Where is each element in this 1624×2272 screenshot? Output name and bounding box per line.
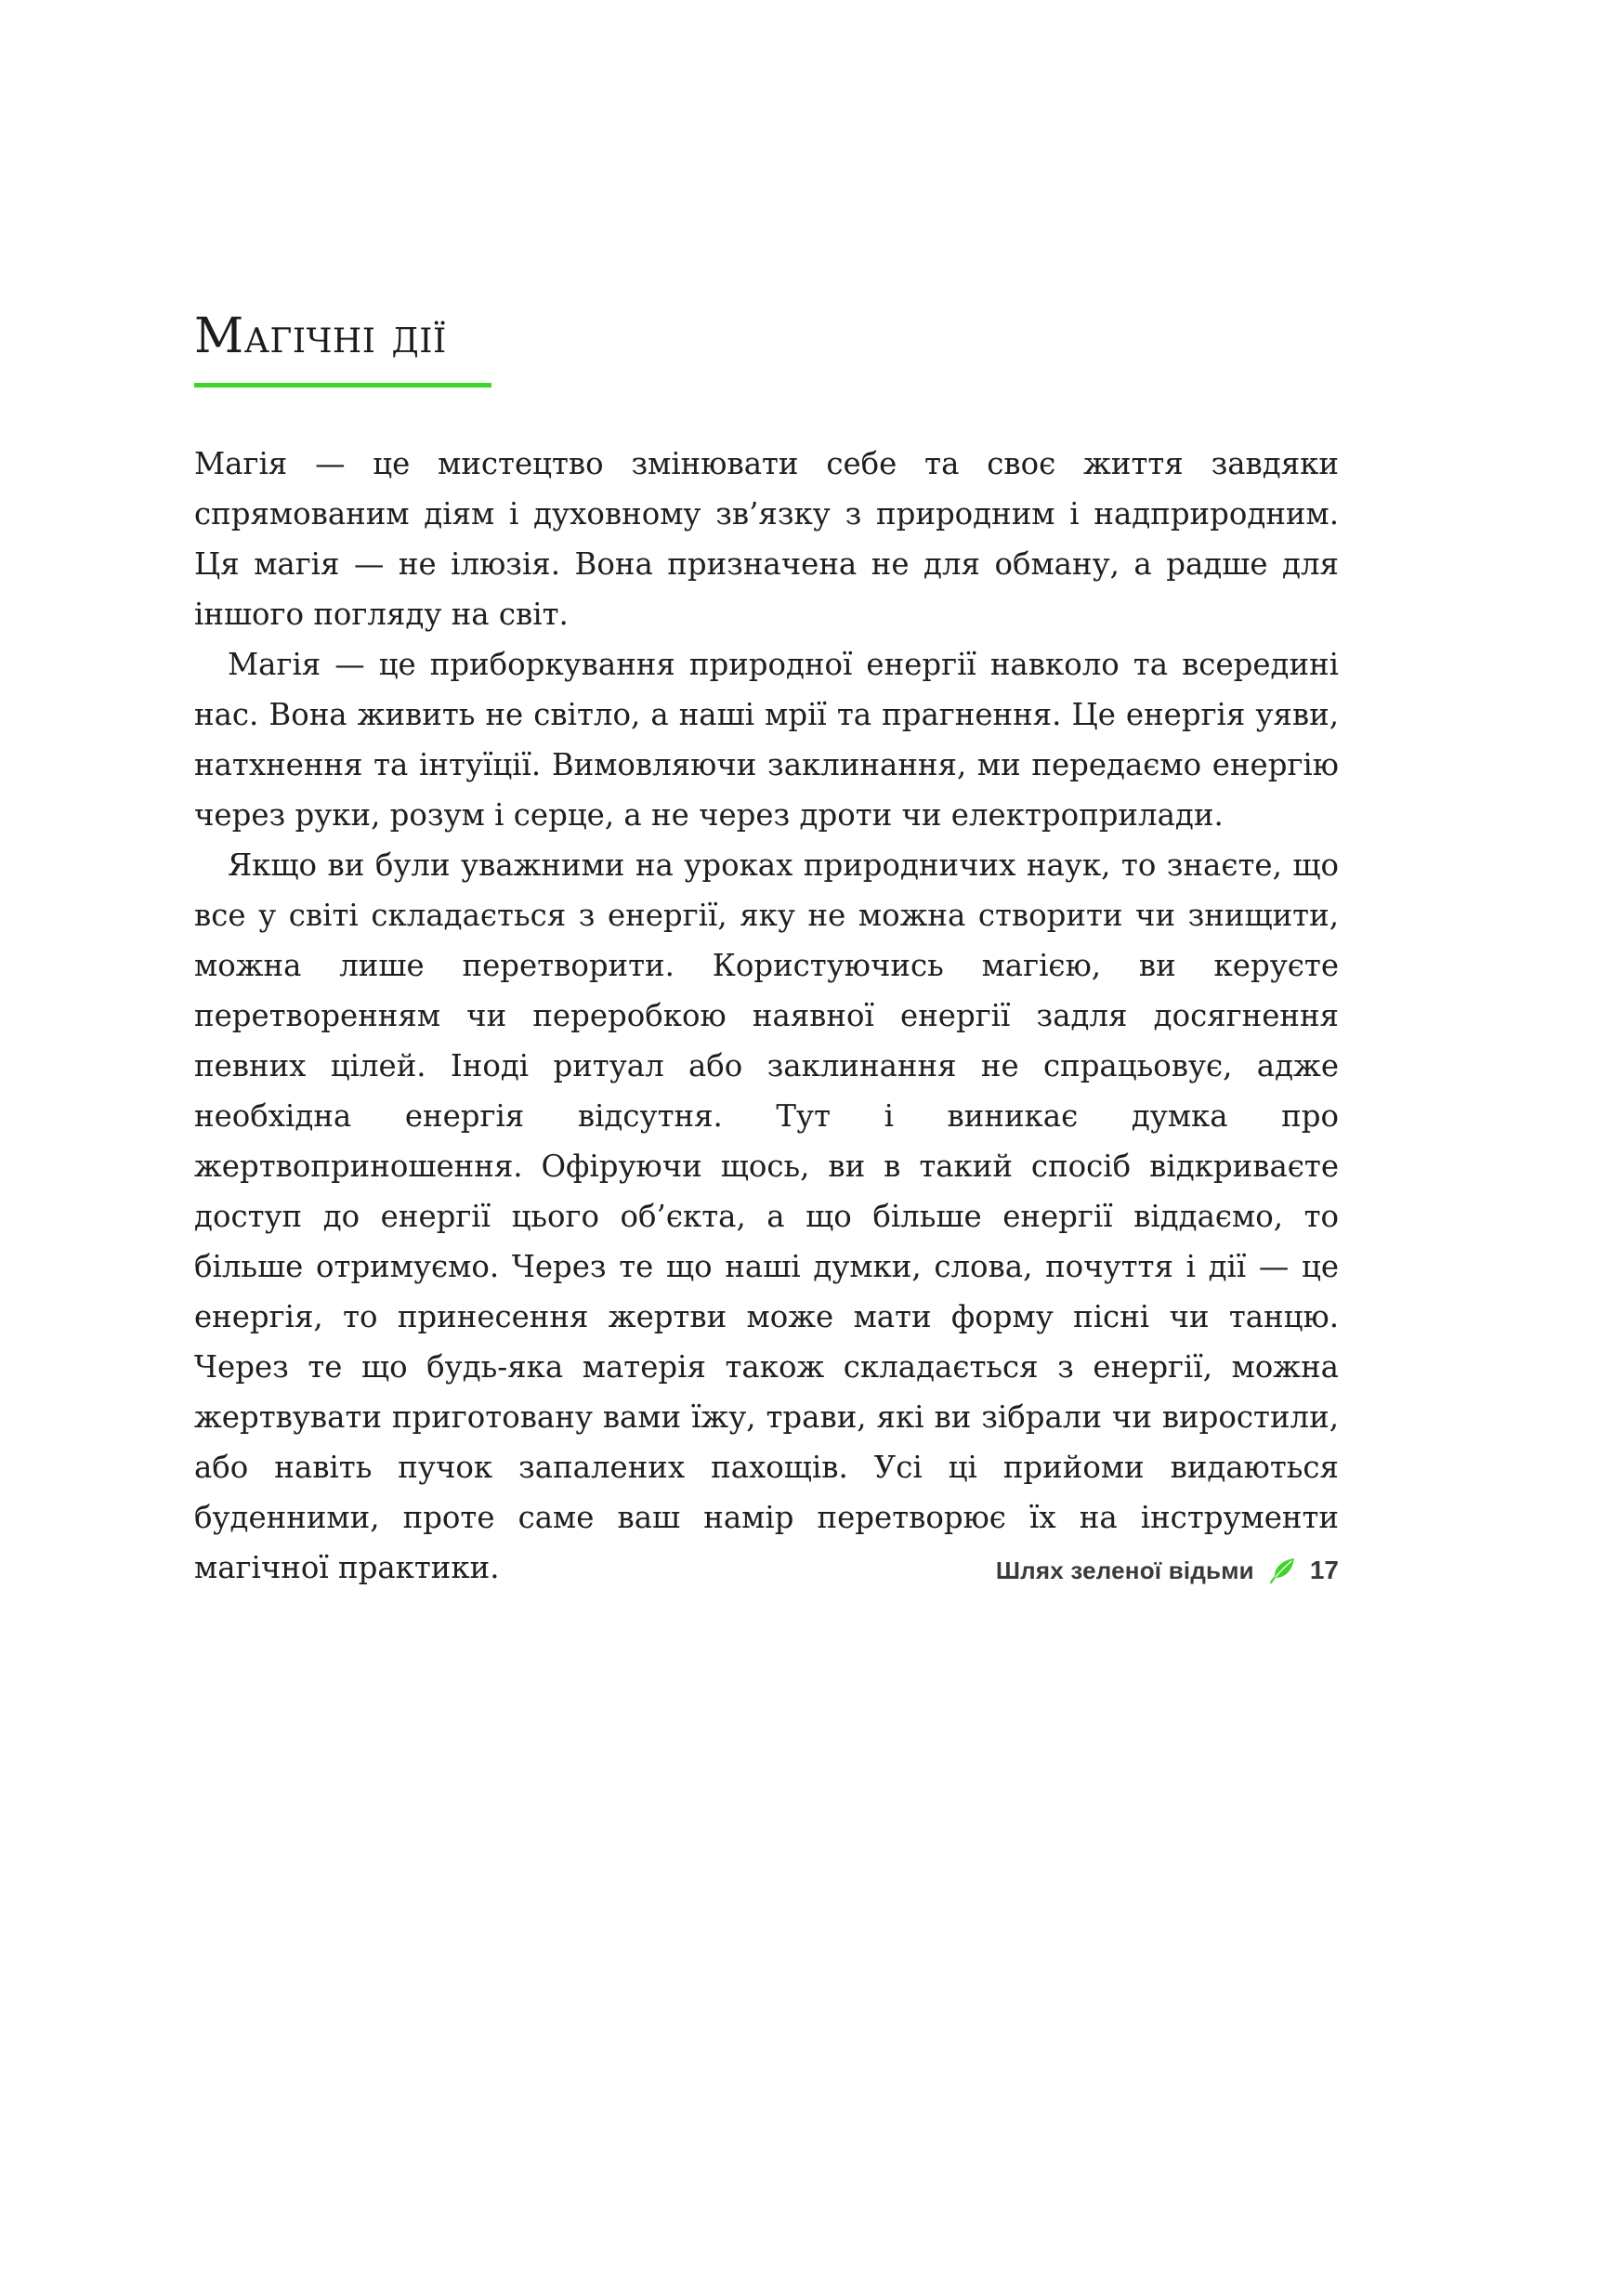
leaf-icon [1267, 1556, 1297, 1585]
section-heading: Магічні дії [194, 309, 447, 364]
running-title: Шлях зеленої відьми [995, 1556, 1254, 1584]
paragraph-1: Магія — це мистецтво змінювати себе та своє життя завдяки спрямованим діям і духовному зв’язку з природним і надприродним. Ця магія — не ілюзія. Вона призначена не для обману, а радше для іншого погляду на світ. [194, 446, 1339, 632]
heading-underline [194, 383, 491, 387]
page-number: 17 [1309, 1556, 1339, 1584]
paragraph-2: Магія — це приборкування природної енергії навколо та всередині нас. Вона живить не світло, а наші мрії та прагнення. Це енергія уяви, натхнення та інтуїції. Вимовляючи заклинання, ми передаємо енергію через руки, розум і серце, а не через дроти чи електроприлади. [194, 647, 1339, 833]
body-text [194, 439, 1339, 1593]
page-footer [996, 1550, 1339, 1591]
paragraph-3: Якщо ви були уважними на уроках природничих наук, то знаєте, що все у світі складається з енергії, яку не можна створити чи знищити, можна лише перетворити. Користуючись магією, ви керуєте перетворенням чи переробкою наявної енергії задля досягнення певних цілей. Іноді ритуал або заклинання не спрацьовує, адже необхідна енергія відсутня. Тут і виникає думка про жертвоприношення. Офіруючи щось, ви в такий спосіб відкриваєте доступ до енергії цього об’єкта, а що більше енергії віддаємо, то більше отримуємо. Через те що наші думки, слова, почуття і дії — це енергія, то принесення жертви може мати форму пісні чи танцю. Через те що будь-яка матерія також складається з енергії, можна жертвувати приготовану вами їжу, трави, які ви зібрали чи виростили, або навіть пучок запалених пахощів. Усі ці прийоми видаються буденними, проте саме ваш намір перетворює їх на інструменти магічної практики. [194, 847, 1339, 1585]
